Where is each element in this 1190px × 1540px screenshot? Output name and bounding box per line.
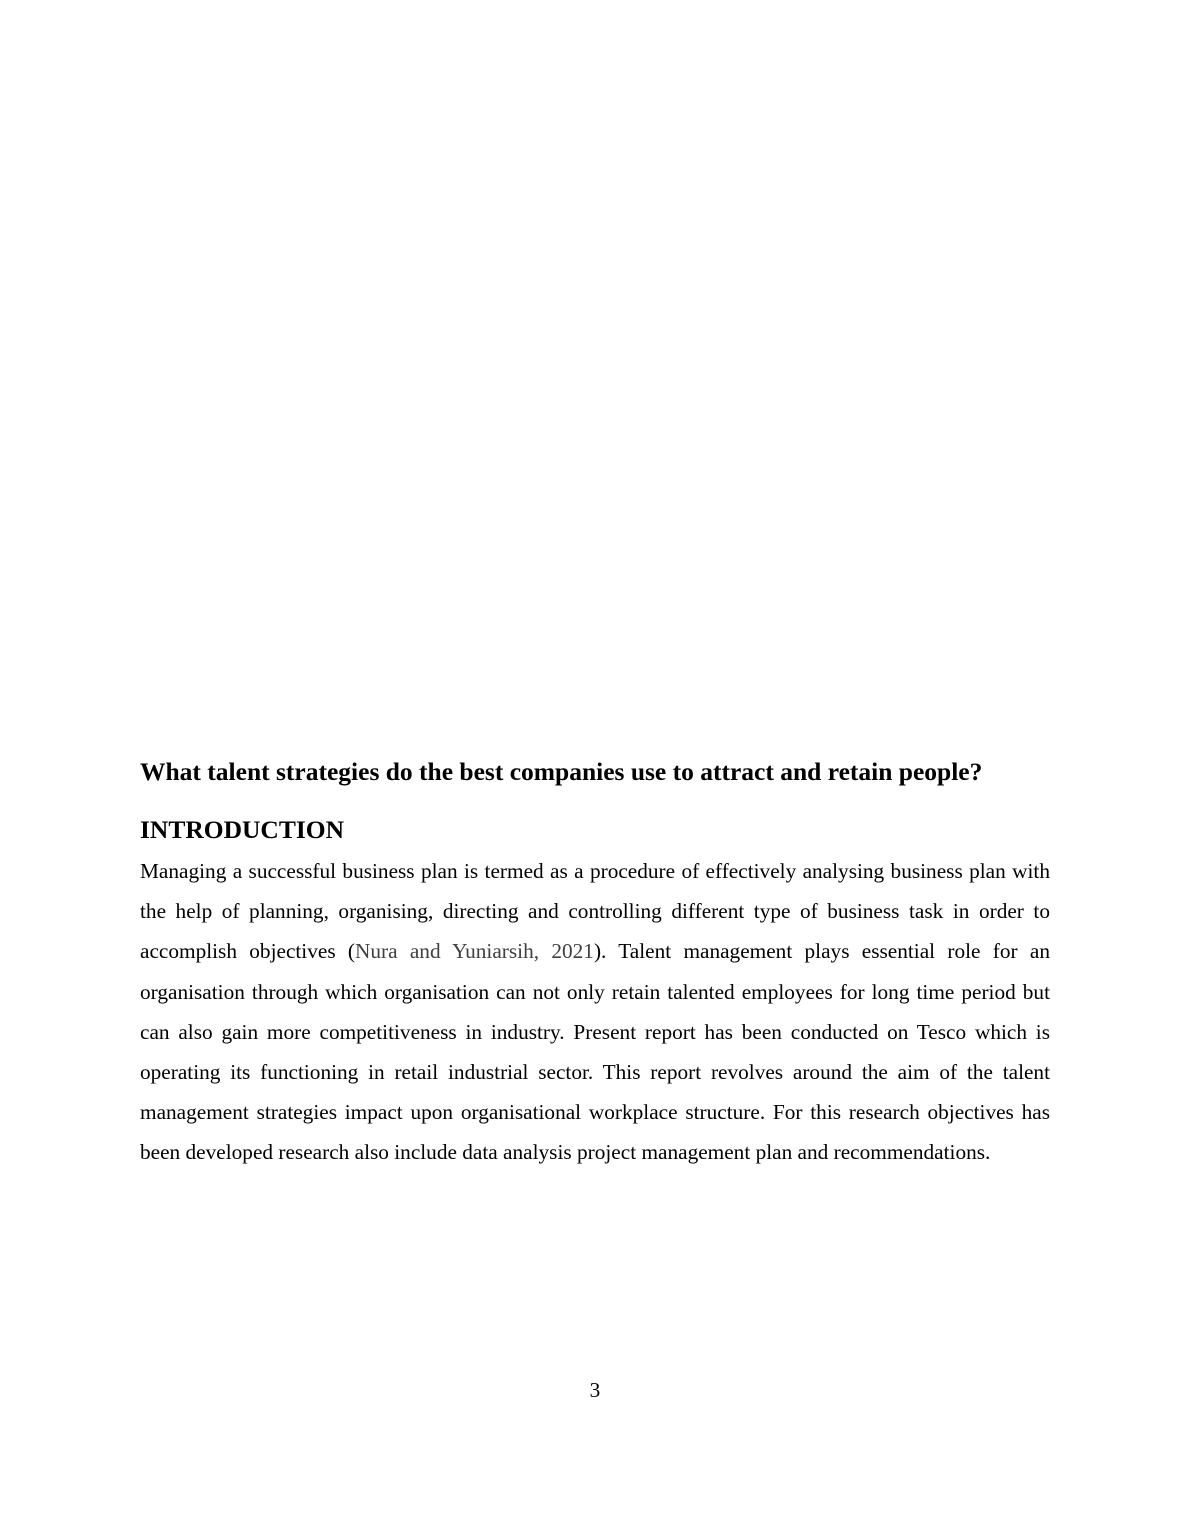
question-heading: What talent strategies do the best companies use to attract and retain people? bbox=[140, 757, 983, 786]
introduction-paragraph bbox=[140, 851, 1050, 1173]
introduction-text-part-1: Managing a successful business plan is termed as a procedure of effectively analysing business plan with the help of planning, organising, directing and controlling different type of business task in order to accomplish objectives ( bbox=[140, 859, 1050, 964]
introduction-text-part-2: ). Talent management plays essential role for an organisation through which organisation can not only retain talented employees for long time period but can also gain more competitiveness in industry. Present report has been conducted on Tesco which is operating its functioning in retail industrial sector. This report revolves around the aim of the talent management strategies impact upon organisational workplace structure. For this research objectives has been developed research also include data analysis project management plan and recommendations. bbox=[140, 939, 1050, 1165]
page-content bbox=[140, 755, 1050, 1173]
introduction-heading: INTRODUCTION bbox=[140, 815, 345, 844]
page-number: 3 bbox=[589, 1378, 601, 1402]
citation-reference: Nura and Yuniarsih, 2021 bbox=[355, 939, 594, 964]
